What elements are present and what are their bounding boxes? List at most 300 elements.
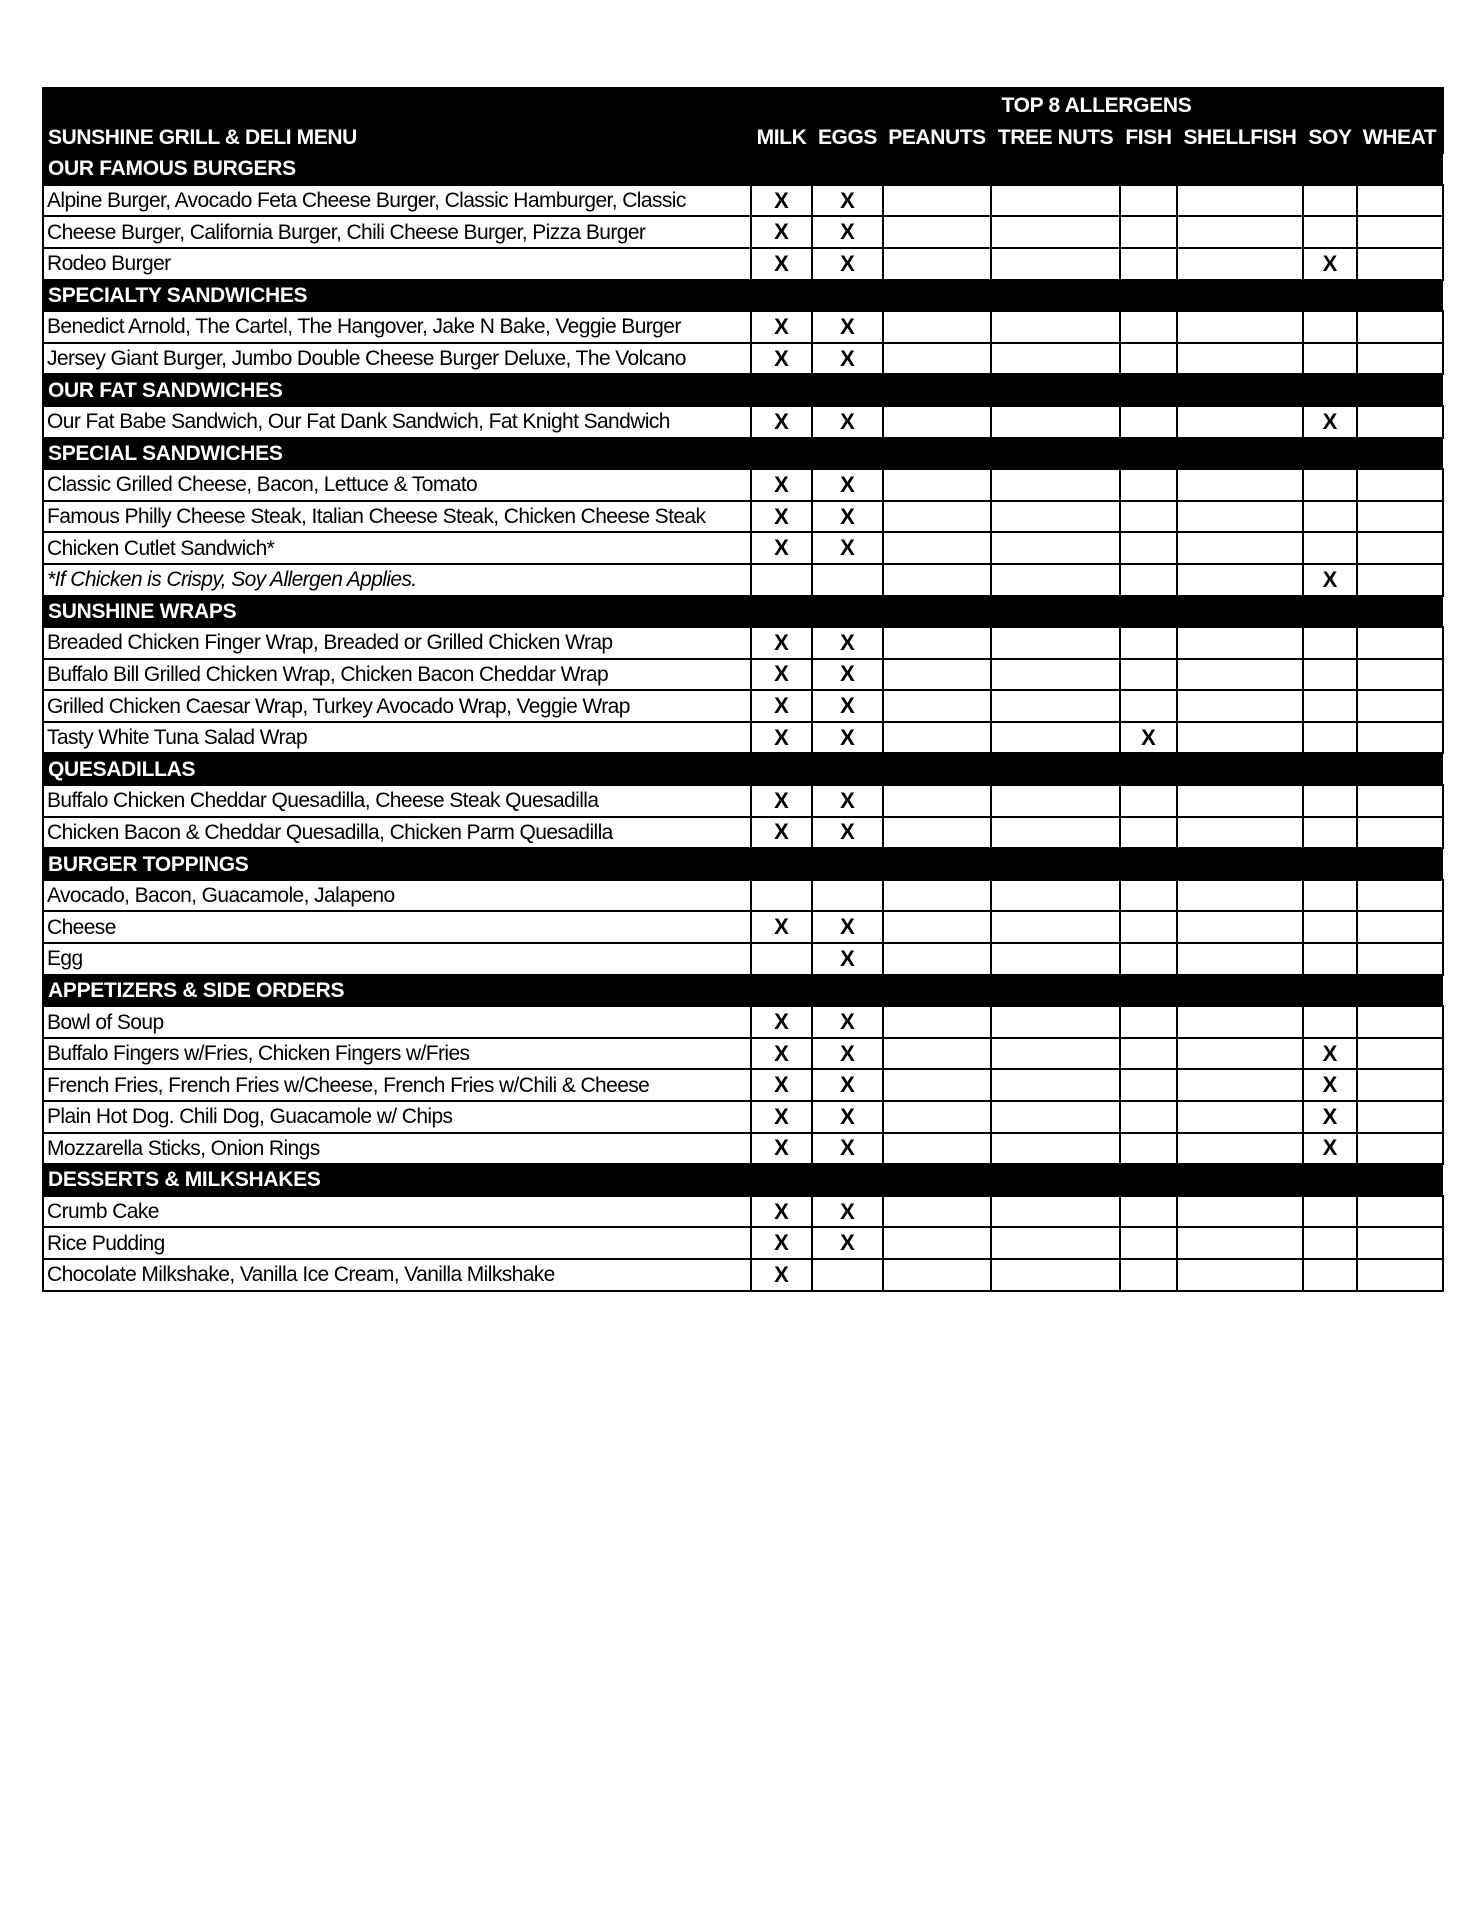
menu-item-name: Cheese Burger, California Burger, Chili Cheese Burger, Pizza Burger [43,216,751,248]
menu-item-name: Crumb Cake [43,1196,751,1228]
allergen-cell-empty [1177,564,1303,596]
menu-title: SUNSHINE GRILL & DELI MENU [43,122,751,154]
allergen-mark-milk: X [751,690,812,722]
section-header-fill [751,753,1443,785]
section-header-our-fat-sandwiches [43,374,1443,406]
menu-item-name: Benedict Arnold, The Cartel, The Hangover, Jake N Bake, Veggie Burger [43,311,751,343]
allergen-mark-eggs: X [812,659,883,691]
allergen-cell-empty [1120,564,1177,596]
allergen-cell-empty [1303,690,1357,722]
section-header-fill [751,975,1443,1007]
allergen-cell-empty [883,1227,991,1259]
allergen-cell-empty [1303,532,1357,564]
allergen-cell-empty [1303,501,1357,533]
allergen-cell-empty [883,185,991,217]
allergen-cell-empty [1177,311,1303,343]
header-row-group [43,89,1443,122]
menu-item-name: Egg [43,943,751,975]
allergen-cell-empty [1120,1133,1177,1165]
table-row [43,659,1443,691]
allergen-cell-empty [1120,1038,1177,1070]
allergen-cell-empty [1177,185,1303,217]
menu-item-name: Tasty White Tuna Salad Wrap [43,722,751,754]
allergen-cell-empty [1357,406,1443,438]
allergen-cell-empty [883,564,991,596]
allergen-cell-empty [1177,1101,1303,1133]
table-row [43,1227,1443,1259]
allergen-cell-empty [991,785,1120,817]
allergen-cell-empty [1357,1227,1443,1259]
allergen-cell-empty [1120,1196,1177,1228]
allergen-cell-empty [991,185,1120,217]
allergen-mark-soy: X [1303,406,1357,438]
table-row [43,1196,1443,1228]
section-header-fill [751,438,1443,470]
allergen-cell-empty [1357,627,1443,659]
allergen-mark-eggs: X [812,185,883,217]
allergen-cell-empty [1177,216,1303,248]
allergen-cell-empty [1120,627,1177,659]
allergen-cell-empty [883,690,991,722]
allergen-cell-empty [1303,185,1357,217]
allergen-cell-empty [991,817,1120,849]
table-row [43,1101,1443,1133]
section-header-desserts-milkshakes [43,1164,1443,1196]
allergen-cell-empty [883,532,991,564]
menu-item-name: Classic Grilled Cheese, Bacon, Lettuce & Tomato [43,469,751,501]
allergen-cell-empty [883,501,991,533]
allergen-cell-empty [991,501,1120,533]
allergen-cell-empty [991,1196,1120,1228]
menu-body [43,153,1443,1290]
section-title: OUR FAT SANDWICHES [43,374,751,406]
allergen-cell-empty [1177,911,1303,943]
allergen-cell-empty [883,1038,991,1070]
allergen-cell-empty [883,817,991,849]
table-row [43,501,1443,533]
allergen-mark-eggs: X [812,817,883,849]
column-header-eggs: EGGS [812,122,883,154]
allergen-cell-empty [883,659,991,691]
allergen-cell-empty [1357,722,1443,754]
allergen-cell-empty [1303,943,1357,975]
allergen-cell-empty [812,564,883,596]
allergen-cell-empty [1177,722,1303,754]
section-title: DESSERTS & MILKSHAKES [43,1164,751,1196]
header-row-columns [43,122,1443,154]
allergen-cell-empty [883,627,991,659]
allergen-cell-empty [1177,501,1303,533]
allergen-cell-empty [883,880,991,912]
table-row [43,627,1443,659]
allergen-cell-empty [991,532,1120,564]
allergen-cell-empty [991,722,1120,754]
column-header-wheat: WHEAT [1357,122,1443,154]
section-title: OUR FAMOUS BURGERS [43,153,751,185]
allergen-mark-eggs: X [812,469,883,501]
allergen-cell-empty [1303,1227,1357,1259]
menu-item-name: Plain Hot Dog. Chili Dog, Guacamole w/ Chips [43,1101,751,1133]
allergen-cell-empty [1357,659,1443,691]
allergen-cell-empty [1357,311,1443,343]
allergen-cell-empty [1303,469,1357,501]
allergen-cell-empty [991,216,1120,248]
menu-item-name: French Fries, French Fries w/Cheese, French Fries w/Chili & Cheese [43,1069,751,1101]
allergen-cell-empty [1120,1227,1177,1259]
allergen-mark-eggs: X [812,943,883,975]
section-header-fill [751,848,1443,880]
allergen-mark-eggs: X [812,248,883,280]
allergen-mark-milk: X [751,1196,812,1228]
allergen-cell-empty [883,1101,991,1133]
allergen-cell-empty [991,469,1120,501]
allergen-cell-empty [1177,1227,1303,1259]
menu-item-name: Mozzarella Sticks, Onion Rings [43,1133,751,1165]
allergen-cell-empty [991,659,1120,691]
allergen-cell-empty [1120,1259,1177,1291]
allergen-cell-empty [1357,185,1443,217]
allergen-mark-milk: X [751,1069,812,1101]
allergen-cell-empty [1120,343,1177,375]
menu-item-name: Bowl of Soup [43,1006,751,1038]
allergen-mark-eggs: X [812,1038,883,1070]
section-header-specialty-sandwiches [43,280,1443,312]
allergen-mark-eggs: X [812,627,883,659]
allergen-cell-empty [1120,469,1177,501]
section-header-fill [751,280,1443,312]
allergen-cell-empty [991,1259,1120,1291]
allergen-mark-milk: X [751,406,812,438]
table-row [43,311,1443,343]
allergen-cell-empty [1177,1259,1303,1291]
section-header-quesadillas [43,753,1443,785]
allergen-cell-empty [991,943,1120,975]
allergen-cell-empty [1120,659,1177,691]
allergen-mark-eggs: X [812,216,883,248]
allergen-cell-empty [883,469,991,501]
allergen-mark-milk: X [751,1101,812,1133]
allergen-mark-soy: X [1303,564,1357,596]
allergen-cell-empty [883,1133,991,1165]
allergen-mark-eggs: X [812,501,883,533]
allergen-mark-soy: X [1303,1069,1357,1101]
allergen-mark-eggs: X [812,532,883,564]
allergen-cell-empty [1120,817,1177,849]
section-header-fill [751,153,1443,185]
table-row [43,690,1443,722]
allergen-mark-eggs: X [812,1133,883,1165]
allergen-cell-empty [1120,1069,1177,1101]
table-row [43,722,1443,754]
allergen-cell-empty [1357,501,1443,533]
allergen-mark-eggs: X [812,1227,883,1259]
allergen-mark-eggs: X [812,406,883,438]
allergen-cell-empty [991,1038,1120,1070]
table-row [43,1006,1443,1038]
allergen-cell-empty [1177,343,1303,375]
allergen-cell-empty [1303,1006,1357,1038]
allergen-cell-empty [991,1133,1120,1165]
allergen-cell-empty [883,311,991,343]
allergen-cell-empty [1120,311,1177,343]
allergen-cell-empty [1120,216,1177,248]
table-row [43,911,1443,943]
section-header-fill [751,596,1443,628]
allergen-cell-empty [1357,1069,1443,1101]
menu-item-name: Avocado, Bacon, Guacamole, Jalapeno [43,880,751,912]
allergen-cell-empty [883,406,991,438]
column-header-milk: MILK [751,122,812,154]
table-row [43,406,1443,438]
allergen-cell-empty [883,1006,991,1038]
allergen-cell-empty [1357,943,1443,975]
allergen-mark-milk: X [751,501,812,533]
allergen-cell-empty [1357,1259,1443,1291]
allergen-cell-empty [1120,911,1177,943]
allergen-cell-empty [991,911,1120,943]
menu-item-name: Breaded Chicken Finger Wrap, Breaded or Grilled Chicken Wrap [43,627,751,659]
allergen-cell-empty [1303,1196,1357,1228]
allergen-cell-empty [1303,880,1357,912]
table-row [43,817,1443,849]
allergen-cell-empty [812,1259,883,1291]
allergen-cell-empty [1177,943,1303,975]
table-row [43,1133,1443,1165]
allergen-cell-empty [1120,406,1177,438]
allergen-cell-empty [883,943,991,975]
allergen-mark-eggs: X [812,911,883,943]
allergen-mark-milk: X [751,722,812,754]
allergen-mark-eggs: X [812,1069,883,1101]
allergen-cell-empty [991,1227,1120,1259]
allergen-mark-eggs: X [812,1196,883,1228]
allergen-cell-empty [1303,1259,1357,1291]
menu-item-name: Cheese [43,911,751,943]
allergen-mark-soy: X [1303,248,1357,280]
allergen-cell-empty [1120,1101,1177,1133]
allergen-mark-milk: X [751,216,812,248]
allergen-cell-empty [1357,1101,1443,1133]
allergen-cell-empty [1357,248,1443,280]
allergen-cell-empty [991,1006,1120,1038]
table-row [43,248,1443,280]
allergen-cell-empty [991,406,1120,438]
allergen-cell-empty [883,1196,991,1228]
allergen-cell-empty [751,880,812,912]
allergen-cell-empty [1357,469,1443,501]
allergen-mark-milk: X [751,343,812,375]
column-header-peanuts: PEANUTS [883,122,991,154]
allergen-cell-empty [883,1259,991,1291]
column-header-fish: FISH [1120,122,1177,154]
allergen-cell-empty [1177,532,1303,564]
allergen-mark-milk: X [751,185,812,217]
allergen-cell-empty [1120,501,1177,533]
allergen-cell-empty [1120,880,1177,912]
allergen-cell-empty [1120,532,1177,564]
allergen-cell-empty [1357,216,1443,248]
allergen-cell-empty [991,311,1120,343]
allergen-cell-empty [1357,690,1443,722]
allergen-cell-empty [812,880,883,912]
table-row [43,185,1443,217]
allergen-cell-empty [1357,1133,1443,1165]
footnote-text: *If Chicken is Crispy, Soy Allergen Applies. [43,564,751,596]
allergen-cell-empty [1357,1006,1443,1038]
section-title: QUESADILLAS [43,753,751,785]
allergen-cell-empty [1357,785,1443,817]
table-row [43,343,1443,375]
allergen-cell-empty [1120,185,1177,217]
section-header-sunshine-wraps [43,596,1443,628]
allergen-mark-milk: X [751,785,812,817]
allergen-mark-eggs: X [812,343,883,375]
allergen-cell-empty [1357,564,1443,596]
menu-item-name: Rice Pudding [43,1227,751,1259]
allergen-cell-empty [1120,785,1177,817]
allergen-cell-empty [1303,817,1357,849]
section-header-appetizers-side-orders [43,975,1443,1007]
allergen-mark-eggs: X [812,785,883,817]
allergen-cell-empty [883,248,991,280]
allergen-cell-empty [1177,880,1303,912]
allergen-mark-milk: X [751,911,812,943]
menu-item-name: Buffalo Chicken Cheddar Quesadilla, Cheese Steak Quesadilla [43,785,751,817]
allergen-cell-empty [1303,722,1357,754]
allergen-mark-milk: X [751,532,812,564]
allergen-cell-empty [991,880,1120,912]
allergen-mark-eggs: X [812,1101,883,1133]
section-title: APPETIZERS & SIDE ORDERS [43,975,751,1007]
table-row [43,216,1443,248]
allergen-cell-empty [1177,1196,1303,1228]
section-header-burger-toppings [43,848,1443,880]
allergen-group-title: TOP 8 ALLERGENS [751,89,1443,122]
allergen-cell-empty [1120,690,1177,722]
allergen-mark-milk: X [751,1259,812,1291]
column-header-tree-nuts: TREE NUTS [991,122,1120,154]
allergen-cell-empty [883,1069,991,1101]
table-row [43,880,1443,912]
menu-item-name: Chicken Bacon & Cheddar Quesadilla, Chicken Parm Quesadilla [43,817,751,849]
allergen-cell-empty [991,690,1120,722]
allergen-cell-empty [1177,690,1303,722]
table-row [43,1069,1443,1101]
table-row [43,785,1443,817]
allergen-mark-milk: X [751,1227,812,1259]
menu-item-name: Jersey Giant Burger, Jumbo Double Cheese Burger Deluxe, The Volcano [43,343,751,375]
allergen-cell-empty [1303,216,1357,248]
allergen-table [42,87,1444,1292]
allergen-cell-empty [751,943,812,975]
menu-item-name: Alpine Burger, Avocado Feta Cheese Burger, Classic Hamburger, Classic [43,185,751,217]
section-header-fill [751,1164,1443,1196]
allergen-mark-soy: X [1303,1038,1357,1070]
allergen-cell-empty [1357,343,1443,375]
allergen-cell-empty [1357,532,1443,564]
table-row [43,1259,1443,1291]
allergen-mark-milk: X [751,817,812,849]
table-row [43,532,1443,564]
allergen-cell-empty [1177,248,1303,280]
allergen-mark-soy: X [1303,1101,1357,1133]
allergen-mark-milk: X [751,627,812,659]
allergen-cell-empty [1303,785,1357,817]
allergen-mark-milk: X [751,469,812,501]
allergen-cell-empty [1177,469,1303,501]
allergen-cell-empty [1177,659,1303,691]
menu-item-name: Chicken Cutlet Sandwich* [43,532,751,564]
allergen-cell-empty [1303,659,1357,691]
allergen-cell-empty [1357,1196,1443,1228]
allergen-cell-empty [1120,248,1177,280]
allergen-cell-empty [991,248,1120,280]
section-header-our-famous-burgers [43,153,1443,185]
allergen-mark-milk: X [751,1006,812,1038]
section-header-fill [751,374,1443,406]
menu-item-name: Our Fat Babe Sandwich, Our Fat Dank Sandwich, Fat Knight Sandwich [43,406,751,438]
allergen-cell-empty [1303,343,1357,375]
allergen-cell-empty [751,564,812,596]
table-row [43,469,1443,501]
allergen-cell-empty [991,1101,1120,1133]
allergen-mark-eggs: X [812,690,883,722]
allergen-cell-empty [1303,627,1357,659]
allergen-cell-empty [991,564,1120,596]
allergen-cell-empty [1177,1006,1303,1038]
allergen-mark-eggs: X [812,722,883,754]
allergen-mark-milk: X [751,311,812,343]
allergen-mark-soy: X [1303,1133,1357,1165]
allergen-cell-empty [1177,1069,1303,1101]
menu-item-name: Famous Philly Cheese Steak, Italian Cheese Steak, Chicken Cheese Steak [43,501,751,533]
section-header-special-sandwiches [43,438,1443,470]
allergen-cell-empty [1357,911,1443,943]
menu-item-name: Rodeo Burger [43,248,751,280]
allergen-cell-empty [1177,817,1303,849]
allergen-cell-empty [1357,1038,1443,1070]
allergen-mark-milk: X [751,1133,812,1165]
section-title: SPECIALTY SANDWICHES [43,280,751,312]
allergen-cell-empty [1303,911,1357,943]
section-title: BURGER TOPPINGS [43,848,751,880]
table-row [43,564,1443,596]
menu-item-name: Chocolate Milkshake, Vanilla Ice Cream, Vanilla Milkshake [43,1259,751,1291]
allergen-cell-empty [1357,817,1443,849]
allergen-cell-empty [1177,1038,1303,1070]
allergen-cell-empty [883,216,991,248]
allergen-cell-empty [1357,880,1443,912]
table-row [43,1038,1443,1070]
column-header-shellfish: SHELLFISH [1177,122,1303,154]
menu-item-name: Buffalo Fingers w/Fries, Chicken Fingers w/Fries [43,1038,751,1070]
allergen-cell-empty [883,722,991,754]
allergen-mark-milk: X [751,659,812,691]
allergen-cell-empty [883,343,991,375]
allergen-mark-eggs: X [812,1006,883,1038]
allergen-mark-milk: X [751,248,812,280]
column-header-soy: SOY [1303,122,1357,154]
allergen-mark-fish: X [1120,722,1177,754]
allergen-cell-empty [1303,311,1357,343]
section-title: SPECIAL SANDWICHES [43,438,751,470]
menu-item-name: Buffalo Bill Grilled Chicken Wrap, Chicken Bacon Cheddar Wrap [43,659,751,691]
allergen-cell-empty [1177,627,1303,659]
allergen-cell-empty [883,911,991,943]
allergen-cell-empty [883,785,991,817]
header-spacer [43,89,751,122]
allergen-cell-empty [991,343,1120,375]
